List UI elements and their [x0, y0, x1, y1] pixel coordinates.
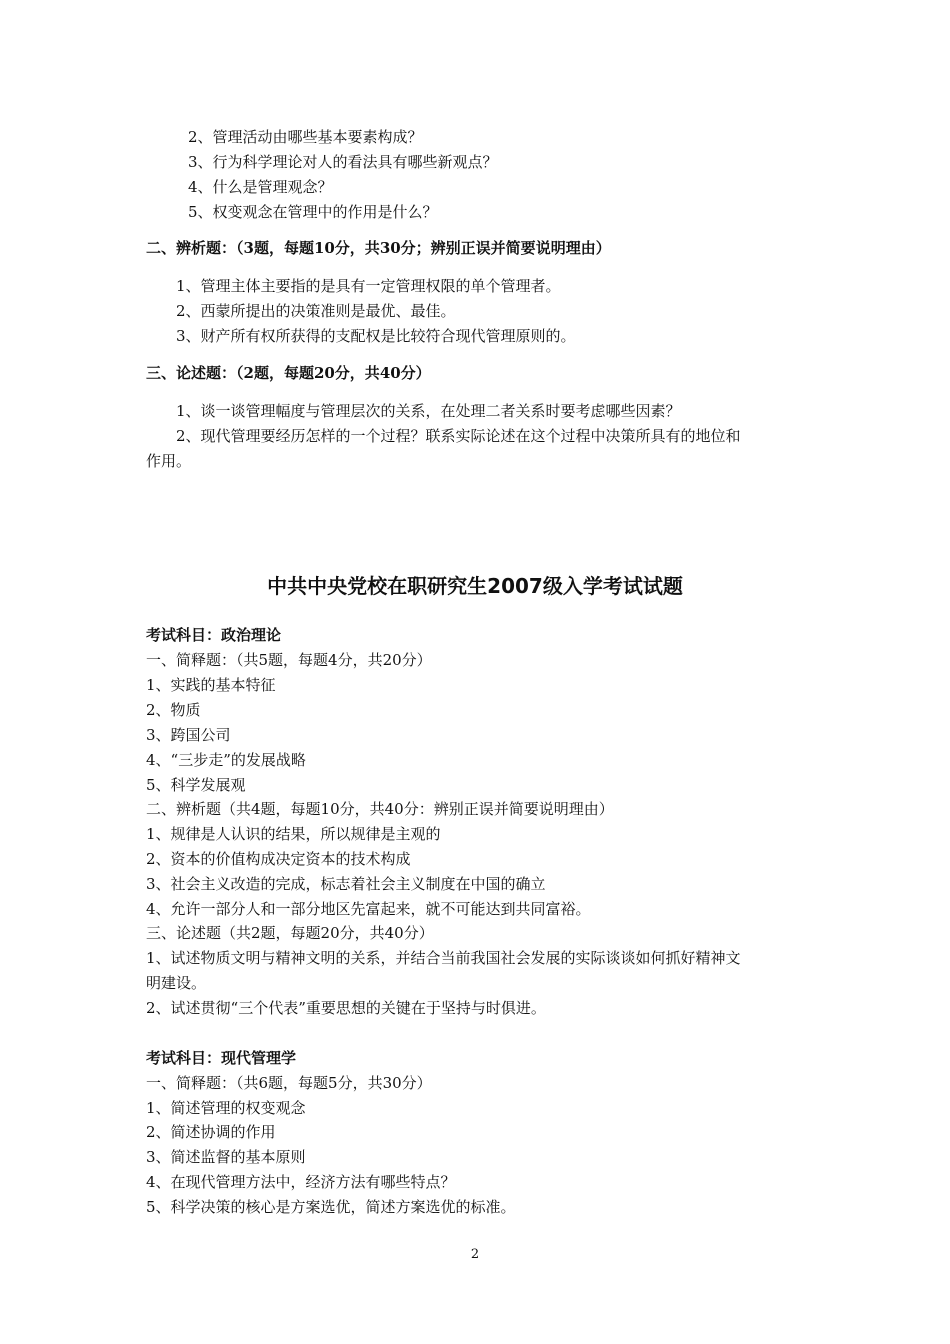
- list-item: 4、允许一部分人和一部分地区先富起来，就不可能达到共同富裕。: [146, 900, 591, 918]
- question-line: 1、管理主体主要指的是具有一定管理权限的单个管理者。: [176, 277, 561, 295]
- list-item: 5、科学决策的核心是方案选优，简述方案选优的标准。: [146, 1198, 516, 1216]
- list-item: 一、简释题：（共5题，每题4分，共20分）: [146, 651, 432, 669]
- question-line: 3、行为科学理论对人的看法具有哪些新观点？: [188, 153, 498, 171]
- list-item: 3、跨国公司: [146, 726, 231, 744]
- list-item: 三、论述题（共2题，每题20分，共40分）: [146, 924, 434, 942]
- list-item: 2、试述贯彻“三个代表”重要思想的关键在于坚持与时俱进。: [146, 999, 546, 1017]
- list-item: 2、物质: [146, 701, 201, 719]
- question-line: 5、权变观念在管理中的作用是什么？: [188, 203, 438, 221]
- section-heading: 二、辨析题：（3题，每题10分，共30分；辨别正误并简要说明理由）: [146, 239, 611, 257]
- question-line: 作用。: [146, 452, 192, 470]
- subject-heading: 考试科目：政治理论: [146, 626, 282, 644]
- list-item: 3、简述监督的基本原则: [146, 1148, 306, 1166]
- exam-title: 中共中央党校在职研究生2007级入学考试试题: [267, 574, 683, 598]
- question-line: 3、财产所有权所获得的支配权是比较符合现代管理原则的。: [176, 327, 576, 345]
- list-item: 1、试述物质文明与精神文明的关系，并结合当前我国社会发展的实际谈谈如何抓好精神文: [146, 949, 741, 967]
- list-item: 4、“三步走”的发展战略: [146, 751, 306, 769]
- question-line: 2、现代管理要经历怎样的一个过程？联系实际论述在这个过程中决策所具有的地位和: [176, 427, 741, 445]
- list-item: 一、简释题：（共6题，每题5分，共30分）: [146, 1074, 432, 1092]
- list-item: 3、社会主义改造的完成，标志着社会主义制度在中国的确立: [146, 875, 546, 893]
- list-item: 二、辨析题（共4题，每题10分，共40分：辨别正误并简要说明理由）: [146, 800, 614, 818]
- question-line: 1、谈一谈管理幅度与管理层次的关系，在处理二者关系时要考虑哪些因素？: [176, 402, 681, 420]
- page-number: 2: [470, 1247, 480, 1262]
- section-heading: 三、论述题：（2题，每题20分，共40分）: [146, 364, 431, 382]
- list-item: 明建设。: [146, 974, 207, 992]
- list-item: 1、规律是人认识的结果，所以规律是主观的: [146, 825, 441, 843]
- list-item: 5、科学发展观: [146, 776, 246, 794]
- question-line: 2、管理活动由哪些基本要素构成？: [188, 128, 423, 146]
- list-item: 2、简述协调的作用: [146, 1123, 276, 1141]
- list-item: 2、资本的价值构成决定资本的技术构成: [146, 850, 411, 868]
- question-line: 2、西蒙所提出的决策准则是最优、最佳。: [176, 302, 456, 320]
- list-item: 1、简述管理的权变观念: [146, 1099, 306, 1117]
- list-item: 1、实践的基本特征: [146, 676, 276, 694]
- question-line: 4、什么是管理观念？: [188, 178, 333, 196]
- list-item: 4、在现代管理方法中，经济方法有哪些特点？: [146, 1173, 456, 1191]
- subject-heading: 考试科目：现代管理学: [146, 1049, 297, 1067]
